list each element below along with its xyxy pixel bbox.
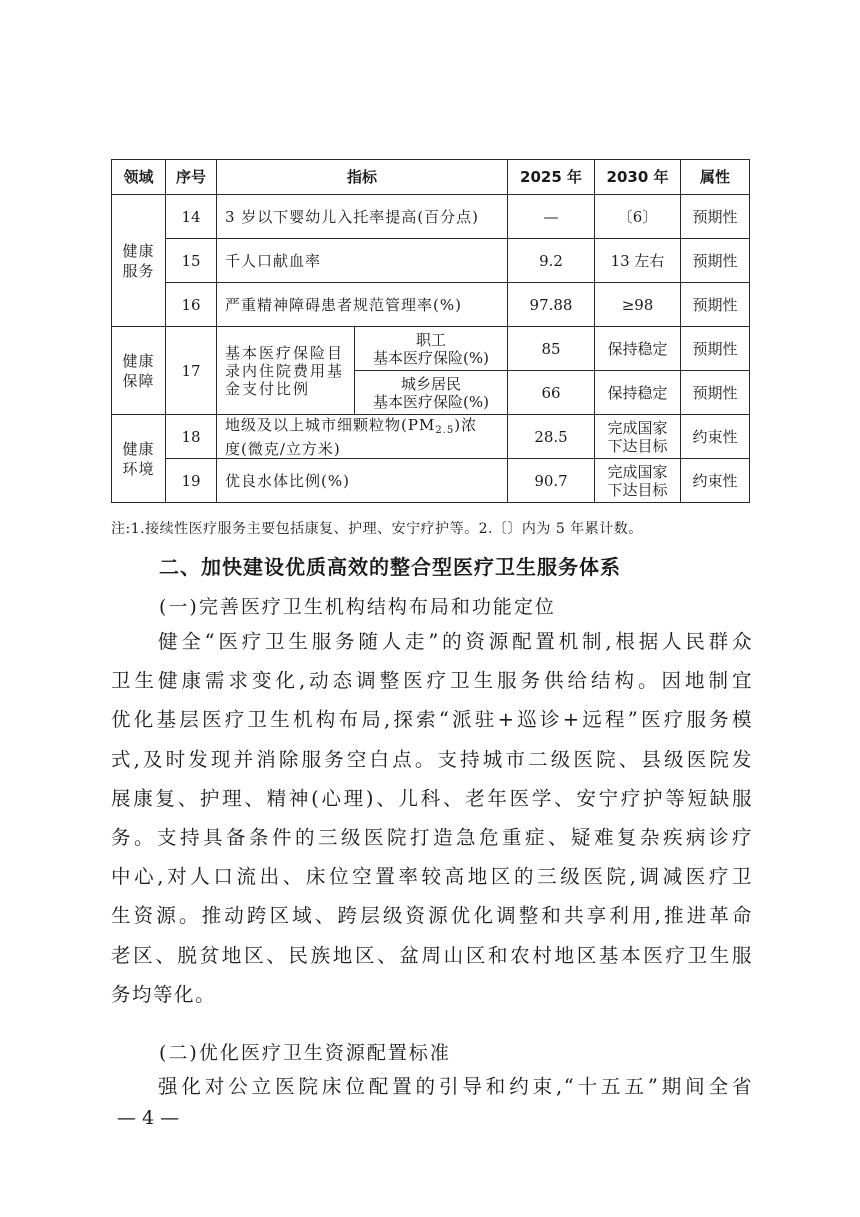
indicator-text: )浓: [454, 415, 478, 434]
value-2025: 90.7: [508, 459, 595, 503]
indicator-name: [217, 415, 508, 459]
value-2025: 85: [508, 327, 595, 371]
indicator-name: 严重精神障碍患者规范管理率(%): [217, 283, 508, 327]
paragraph-line: 老区、脱贫地区、民族地区、盆周山区和农村地区基本医疗卫生服: [111, 943, 753, 967]
table-row: [112, 195, 750, 239]
body-paragraph-1: [111, 622, 753, 1014]
value-2030: 保持稳定: [595, 371, 681, 415]
paragraph-line: 式,及时发现并消除服务空白点。支持城市二级医院、县级医院发: [111, 747, 753, 771]
indicator-line: 度(微克/立方米): [225, 439, 341, 458]
table-row: [112, 459, 750, 503]
domain-cell-service: [112, 195, 166, 327]
value-2025: 28.5: [508, 415, 595, 459]
indicator-name: 优良水体比例(%): [217, 459, 508, 503]
table-row: [112, 415, 750, 459]
value-2030: ≥98: [595, 283, 681, 327]
table-row: [112, 283, 750, 327]
domain-text: 保障: [122, 371, 155, 390]
paragraph-line: 健全“医疗卫生服务随人走”的资源配置机制,根据人民群众: [158, 630, 753, 653]
table-footnote: 注:1.接续性医疗服务主要包括康复、护理、安宁疗护等。2.〔〕内为 5 年累计数。: [111, 521, 643, 537]
paragraph-line: 强化对公立医院床位配置的引导和约束,“十五五”期间全省: [158, 1075, 753, 1098]
domain-text: 健康: [122, 351, 155, 370]
attribute: 预期性: [681, 371, 750, 415]
value-2025: 9.2: [508, 239, 595, 283]
value-2030: [595, 459, 681, 503]
row-number: 14: [166, 195, 217, 239]
sub-indicator: [355, 371, 508, 415]
value-2025: —: [508, 195, 595, 239]
indicator-line: [225, 416, 503, 440]
paragraph-line: 中心,对人口流出、床位空置率较高地区的三级医院,调减医疗卫: [111, 865, 753, 889]
indicator-line: 金支付比例: [225, 379, 311, 398]
indicator-line: 基本医疗保险目: [225, 343, 345, 362]
subsection-heading-1: (一)完善医疗卫生机构结构布局和功能定位: [159, 596, 556, 618]
paragraph-line: 优化基层医疗卫生机构布局,探索“派驻+巡诊+远程”医疗服务模: [111, 708, 753, 732]
table-row: [112, 239, 750, 283]
header-domain: 领域: [112, 160, 166, 195]
domain-cell-security: [112, 327, 166, 415]
row-number: 19: [166, 459, 217, 503]
indicator-line: 录内住院费用基: [225, 361, 345, 380]
paragraph-line: 展康复、护理、精神(心理)、儿科、老年医学、安宁疗护等短缺服: [111, 786, 753, 810]
value-2030: 13 左右: [595, 239, 681, 283]
domain-cell-environment: [112, 415, 166, 503]
value-2025: 66: [508, 371, 595, 415]
domain-text: 环境: [122, 459, 155, 478]
indicator-table: [111, 159, 750, 503]
row-number: 17: [166, 327, 217, 415]
header-2030: 2030 年: [595, 160, 681, 195]
value-line: 完成国家: [607, 418, 668, 437]
paragraph-line: 务均等化。: [111, 982, 217, 1006]
row-number: 15: [166, 239, 217, 283]
attribute: 约束性: [681, 459, 750, 503]
value-2030: [595, 415, 681, 459]
paragraph-line: 卫生健康需求变化,动态调整医疗卫生服务供给结构。因地制宜: [111, 669, 753, 693]
row-number: 16: [166, 283, 217, 327]
indicator-name: 3 岁以下婴幼儿入托率提高(百分点): [217, 195, 508, 239]
indicator-text: 地级及以上城市细颗粒物(PM: [225, 415, 436, 434]
sub-indicator-line: 城乡居民: [401, 374, 462, 393]
attribute: 预期性: [681, 195, 750, 239]
value-line: 下达目标: [607, 436, 668, 455]
sub-indicator-line: 职工: [416, 330, 447, 349]
table-row: [112, 327, 750, 371]
indicator-name: 千人口献血率: [217, 239, 508, 283]
subsection-heading-2: (二)优化医疗卫生资源配置标准: [159, 1042, 451, 1064]
value-2025: 97.88: [508, 283, 595, 327]
sub-indicator-line: 基本医疗保险(%): [373, 348, 489, 367]
attribute: 预期性: [681, 327, 750, 371]
header-2025: 2025 年: [508, 160, 595, 195]
sub-indicator-line: 基本医疗保险(%): [373, 392, 489, 411]
domain-text: 健康: [122, 439, 155, 458]
paragraph-line: 生资源。推动跨区域、跨层级资源优化调整和共享利用,推进革命: [111, 904, 753, 928]
header-indicator: 指标: [217, 160, 508, 195]
paragraph-line: 务。支持具备条件的三级医院打造急危重症、疑难复杂疾病诊疗: [111, 826, 753, 850]
attribute: 预期性: [681, 283, 750, 327]
header-number: 序号: [166, 160, 217, 195]
header-attribute: 属性: [681, 160, 750, 195]
section-heading: 二、加快建设优质高效的整合型医疗卫生服务体系: [159, 555, 621, 579]
pm-subscript: 2.5: [435, 424, 455, 436]
value-2030: 〔6〕: [595, 195, 681, 239]
value-line: 完成国家: [607, 462, 668, 481]
page-number: — 4 —: [117, 1107, 180, 1129]
table-header-row: [112, 160, 750, 195]
value-line: 下达目标: [607, 480, 668, 499]
sub-indicator: [355, 327, 508, 371]
value-2030: 保持稳定: [595, 327, 681, 371]
attribute: 预期性: [681, 239, 750, 283]
domain-text: 服务: [122, 261, 155, 280]
domain-text: 健康: [122, 241, 155, 260]
attribute: 约束性: [681, 415, 750, 459]
row-number: 18: [166, 415, 217, 459]
body-paragraph-2: [111, 1067, 753, 1106]
indicator-name: [217, 327, 355, 415]
